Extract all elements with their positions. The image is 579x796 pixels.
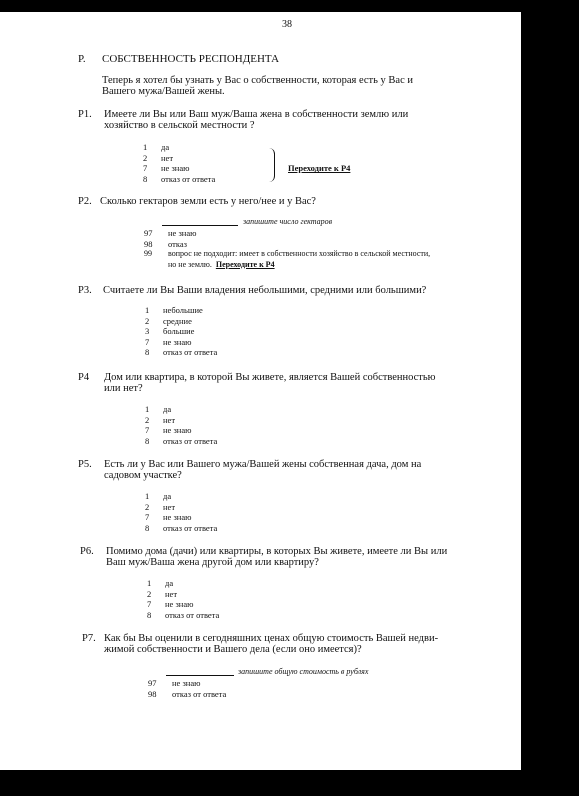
options-p2 <box>144 228 430 270</box>
option-item: 2 нет <box>143 152 174 163</box>
option-item: 8 отказ от ответа <box>143 173 216 184</box>
document-page <box>0 12 521 770</box>
question-text-p6-line2: Ваш муж/Ваша жена другой дом или квартиру? <box>106 557 319 568</box>
option-item: 8 отказ от ответа <box>147 609 220 620</box>
question-text-p3: Считаете ли Вы Ваши владения небольшими, средними или большими? <box>103 285 427 296</box>
option-item: 7 не знаю <box>143 163 190 174</box>
option-item-continuation: но не землю. Переходите к Р4 <box>168 259 275 269</box>
question-number-p7: P7. <box>82 633 96 644</box>
question-number-p3: P3. <box>78 285 92 296</box>
answer-line-p7 <box>166 675 234 676</box>
skip-brace <box>268 148 275 182</box>
option-item: 7 не знаю <box>145 512 192 523</box>
question-text-p5-line1: Есть ли у Вас или Вашего мужа/Вашей жены собственная дача, дом на <box>104 459 422 470</box>
scan-edge-top <box>0 0 579 12</box>
option-item: 2 средние <box>145 315 192 326</box>
option-item: 97 не знаю <box>148 678 201 688</box>
question-text-p1-line2: хозяйство в сельской местности ? <box>104 120 255 131</box>
section-code: P. <box>78 53 86 65</box>
question-number-p1: P1. <box>78 109 92 120</box>
options-p6 <box>147 578 219 620</box>
option-item: 1 небольшие <box>145 305 203 315</box>
section-title: СОБСТВЕННОСТЬ РЕСПОНДЕНТА <box>102 53 280 65</box>
skip-instruction-p1: Переходите к Р4 <box>288 163 351 173</box>
options-p1 <box>143 142 215 184</box>
scan-edge-bottom <box>0 770 579 796</box>
question-text-p1-line1: Имеете ли Вы или Ваш муж/Ваша жена в собственности землю или <box>104 109 409 120</box>
question-text-p4-line1: Дом или квартира, в которой Вы живете, является Вашей собственностью <box>104 372 436 383</box>
page-number: 38 <box>282 19 292 30</box>
option-item: 7 не знаю <box>145 425 192 436</box>
option-item: 2 нет <box>145 414 176 425</box>
question-number-p5: P5. <box>78 459 92 470</box>
option-item: 1 да <box>145 491 172 501</box>
option-item: 1 да <box>145 404 172 414</box>
question-number-p2: P2. <box>78 196 92 207</box>
options-p4 <box>145 404 217 446</box>
option-item: 3 большие <box>145 326 195 337</box>
instruction-p2: запишите число гектаров <box>243 217 333 226</box>
question-number-p4: P4 <box>78 372 90 383</box>
question-text-p7-line1: Как бы Вы оценили в сегодняшних ценах общую стоимость Вашей недви- <box>104 633 439 644</box>
option-item: 97 не знаю <box>144 228 197 238</box>
option-item: 1 да <box>143 142 170 152</box>
option-item: 1 да <box>147 578 174 588</box>
question-text-p4-line2: или нет? <box>104 383 143 394</box>
question-text-p6-line1: Помимо дома (дачи) или квартиры, в которых Вы живете, имеете ли Вы или <box>106 546 448 557</box>
scan-edge-right <box>521 0 579 796</box>
answer-line-p2 <box>162 225 238 226</box>
intro-line-2: Вашего мужа/Вашей жены. <box>102 86 225 97</box>
option-item: 8 отказ от ответа <box>145 522 218 533</box>
intro-line-1: Теперь я хотел бы узнать у Вас о собственности, которая есть у Вас и <box>102 75 413 86</box>
instruction-p7: запишите общую стоимость в рублях <box>238 667 369 676</box>
option-item: 8 отказ от ответа <box>145 347 218 358</box>
question-number-p6: P6. <box>80 546 94 557</box>
options-p3 <box>145 305 217 358</box>
question-text-p7-line2: жимой собственности и Вашего дела (если оно имеется)? <box>104 644 362 655</box>
question-text-p2: Сколько гектаров земли есть у него/нее и у Вас? <box>100 196 316 207</box>
option-item: 98 отказ от ответа <box>148 688 227 699</box>
option-item: 99 вопрос не подходит: имеет в собственности хозяйство в сельской местности, <box>144 249 431 259</box>
options-p7 <box>148 678 226 699</box>
option-item: 98 отказ <box>144 238 187 249</box>
options-p5 <box>145 491 217 533</box>
option-item: 7 не знаю <box>145 336 192 347</box>
option-item: 7 не знаю <box>147 599 194 610</box>
question-text-p5-line2: садовом участке? <box>104 470 182 481</box>
option-item: 2 нет <box>147 588 178 599</box>
option-item: 8 отказ от ответа <box>145 435 218 446</box>
skip-instruction-p2: Переходите к Р4 <box>215 259 275 269</box>
option-item: 2 нет <box>145 501 176 512</box>
